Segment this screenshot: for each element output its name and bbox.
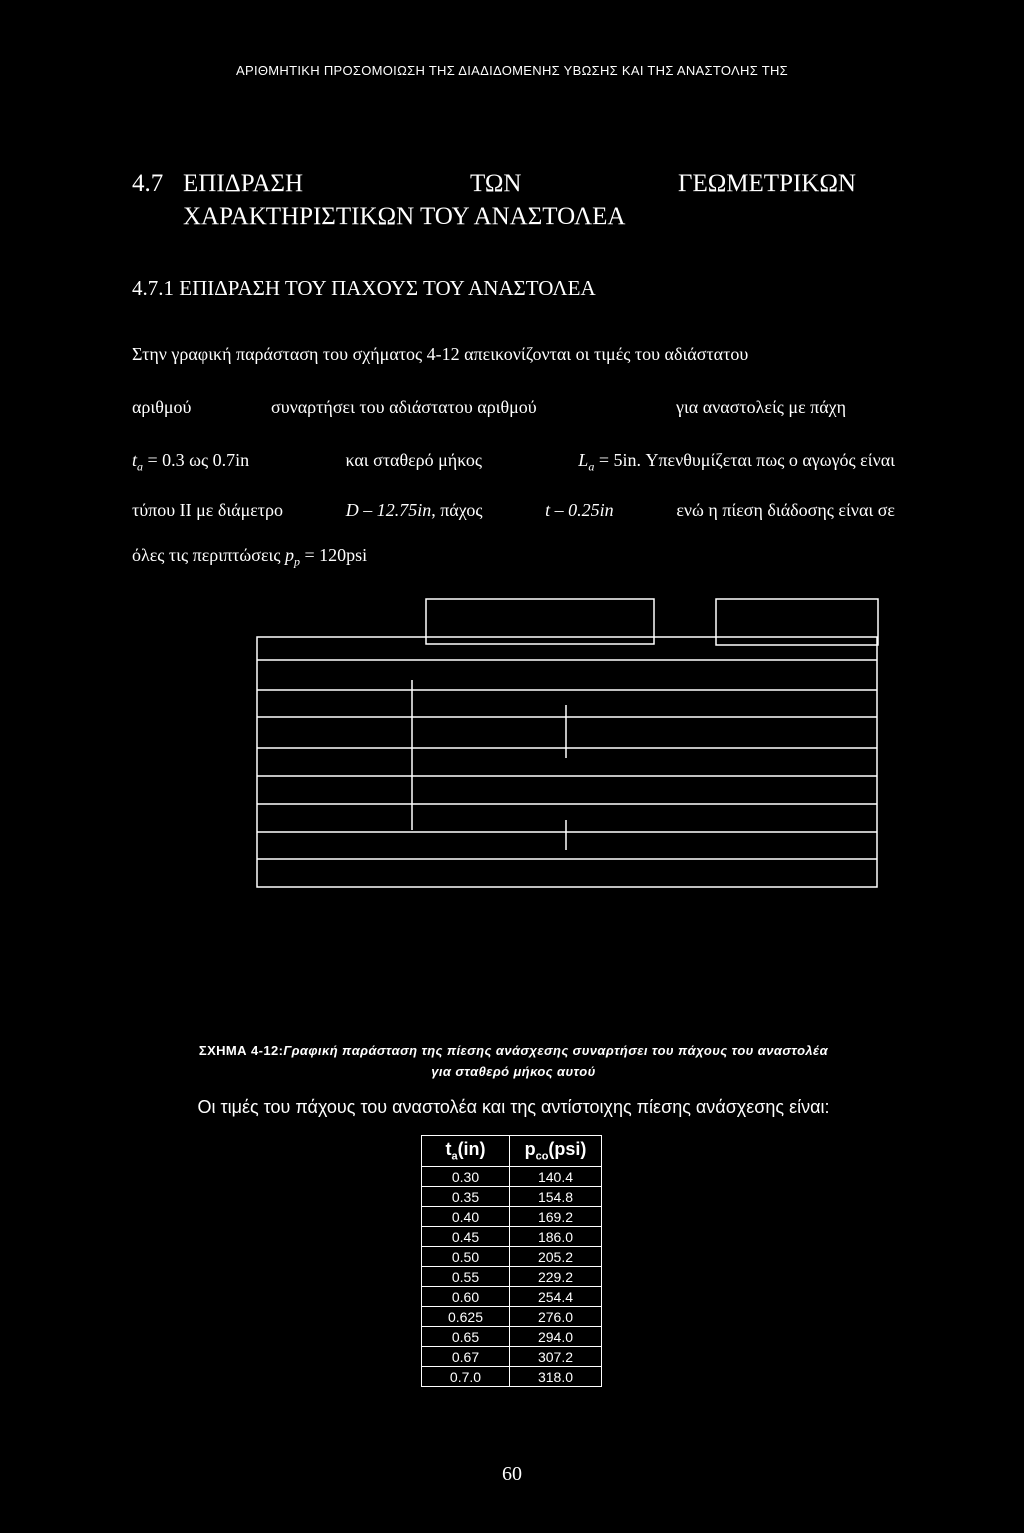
wall-thickness-equation: t – 0.25in (545, 500, 614, 520)
figure-graph (0, 590, 1024, 910)
values-table (421, 1135, 602, 1387)
section-title-word-3: ΓΕΩΜΕΤΡΙΚΩΝ (678, 170, 856, 197)
section-number: 4.7 (132, 170, 164, 197)
table-row: 0.625 276.0 (422, 1307, 602, 1327)
all-cases-text: όλες τις περιπτώσεις (132, 545, 281, 565)
paragraph-line-5 (132, 545, 367, 570)
pipe-type-text: τύπου II με διάμετρο (132, 500, 284, 520)
figure-plot-frame (257, 637, 877, 887)
header-thickness: $t_a(in)$ (422, 1136, 510, 1167)
propagation-pressure-symbol: p (285, 545, 294, 565)
propagation-pressure-value: = 120psi (300, 545, 368, 565)
diameter-equation: D – 12.75in, πάχος (345, 500, 483, 520)
table-row: 0.35 154.8 (422, 1187, 602, 1207)
table-row: 0.50 205.2 (422, 1247, 602, 1267)
header-pressure: $p_{co}(psi)$ (510, 1136, 602, 1167)
section-title-word-1: ΕΠΙΔΡΑΣΗ (183, 170, 304, 197)
paragraph-line-4 (132, 500, 895, 521)
pressure-text: ενώ η πίεση διάδοσης είναι σε (676, 500, 895, 520)
length-text: και σταθερό μήκος (345, 450, 483, 470)
figure-caption-label: ΣΧΗΜΑ 4-12: (198, 1043, 284, 1058)
length-equation: $L_a = 5in$. Υπενθυμίζεται πως ο αγωγός είναι (578, 450, 895, 474)
table-row: 0.30 140.4 (422, 1167, 602, 1187)
paragraph-line-3 (132, 450, 895, 475)
figure-legend-box-right (716, 599, 878, 645)
table-header-row (422, 1136, 602, 1167)
section-title-word-2: ΤΩΝ (470, 170, 522, 197)
table-row: 0.65 294.0 (422, 1327, 602, 1347)
line2-word-2: συναρτήσει του αδιάστατου αριθμού (271, 397, 537, 417)
section-title-line-2: ΧΑΡΑΚΤΗΡΙΣΤΙΚΩΝ ΤΟΥ ΑΝΑΣΤΟΛΕΑ (183, 203, 626, 230)
table-row: 0.55 229.2 (422, 1267, 602, 1287)
propagation-pressure-subscript: p (294, 554, 300, 569)
line2-word-1: αριθμού (132, 397, 192, 417)
figure-caption-line-2: για σταθερό μήκος αυτού (431, 1064, 596, 1079)
table-row: 0.67 307.2 (422, 1347, 602, 1367)
figure-caption-text: Γραφική παράσταση της πίεσης ανάσχεσης συναρτήσει του πάχους του αναστολέα (283, 1043, 829, 1058)
paragraph-line-1-text: Στην γραφική παράσταση του σχήματος 4-12 απεικονίζονται οι τιμές του αδιάστατου (132, 344, 749, 364)
thickness-range: $t_a = 0.3$ ως 0.7in (132, 450, 250, 474)
table-intro: Οι τιμές του πάχους του αναστολέα και της αντίστοιχης πίεσης ανάσχεσης είναι: (197, 1097, 830, 1117)
table-row: 0.60 254.4 (422, 1287, 602, 1307)
paragraph-line-2 (132, 397, 191, 418)
subsection-title: 4.7.1 ΕΠΙΔΡΑΣΗ ΤΟΥ ΠΑΧΟΥΣ ΤΟΥ ΑΝΑΣΤΟΛΕΑ (132, 276, 596, 300)
paragraph-line-1 (132, 344, 895, 365)
running-header: ΑΡΙΘΜΗΤΙΚΗ ΠΡΟΣΟΜΟΙΩΣΗ ΤΗΣ ΔΙΑΔΙΔΟΜΕΝΗΣ ΥΒΩΣΗΣ ΚΑΙ ΤΗΣ ΑΝΑΣΤΟΛΗΣ ΤΗΣ (236, 63, 788, 78)
table-row: 0.40 169.2 (422, 1207, 602, 1227)
table-row: 0.45 186.0 (422, 1227, 602, 1247)
table-row: 0.7.0 318.0 (422, 1367, 602, 1387)
page-number: 60 (502, 1463, 522, 1485)
figure-caption (132, 1043, 895, 1058)
line2-word-3: για αναστολείς με πάχη (676, 397, 847, 417)
